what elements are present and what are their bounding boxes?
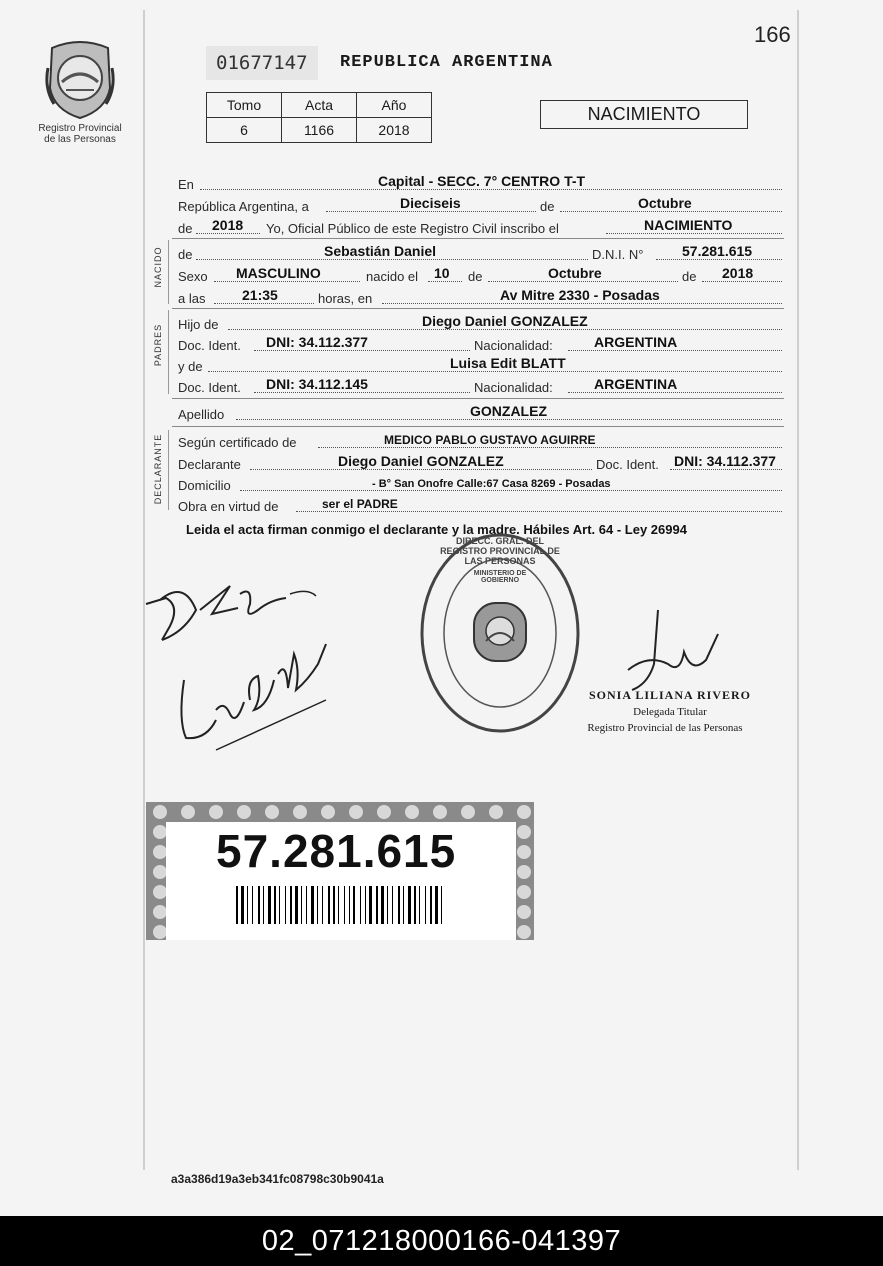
apellido-dots (236, 419, 782, 420)
sexo-dots (214, 281, 360, 282)
certificado-dots (318, 447, 782, 448)
barcode-bar (414, 886, 416, 924)
declarante-doc-label: Doc. Ident. (596, 457, 659, 472)
barcode-bar (353, 886, 355, 924)
place-value: Av Mitre 2330 - Posadas (500, 287, 660, 303)
barcode-bar (430, 886, 432, 924)
republic-heading: REPUBLICA ARGENTINA (340, 53, 553, 72)
barcode-bar (419, 886, 420, 924)
mother-doc-value: DNI: 34.112.145 (266, 376, 368, 392)
barcode-bar (247, 886, 248, 924)
en-label: En (178, 177, 194, 192)
mother-dots (208, 371, 782, 372)
obra-dots (296, 511, 782, 512)
birth-year-value: 2018 (722, 265, 754, 281)
anio-header: Año (357, 93, 432, 118)
declarante-dots (250, 469, 592, 470)
row-father-doc (178, 333, 782, 353)
birth-de2-label: de (682, 269, 697, 284)
serial-number: 01677147 (206, 46, 318, 80)
birth-de-label: de (468, 269, 483, 284)
sexo-value: MASCULINO (236, 265, 321, 281)
father-nationality-value: ARGENTINA (594, 334, 678, 350)
section-divider-declarante-top (172, 426, 784, 427)
stamp-inner-text: MINISTERIO DE GOBIERNO (473, 570, 527, 584)
father-dots (228, 329, 782, 330)
inscribo-dots (606, 233, 782, 234)
alas-label: a las (178, 291, 206, 306)
barcode-bar (333, 886, 335, 924)
closing-statement: Leida el acta firman conmigo el declarante y la madre. Hábiles Art. 64 - Ley 26994 (186, 522, 687, 537)
barcode-bar (295, 886, 298, 924)
row-declarante (178, 452, 782, 472)
republica-label: República Argentina, a (178, 199, 309, 214)
yde-label: y de (178, 359, 203, 374)
declarante-value: Diego Daniel GONZALEZ (338, 453, 504, 469)
tomo-value: 6 (207, 118, 282, 143)
certificado-label: Según certificado de (178, 435, 297, 450)
day-de-label: de (540, 199, 555, 214)
year-dots (196, 233, 260, 234)
row-hijo (178, 312, 782, 332)
tomo-acta-table (206, 92, 432, 143)
record-type-box: NACIMIENTO (540, 100, 748, 129)
official-stamp (418, 530, 582, 736)
year-value: 2018 (212, 217, 244, 233)
document-hash: a3a386d19a3eb341fc08798c30b9041a (171, 1172, 384, 1186)
certificado-value: MEDICO PABLO GUSTAVO AGUIRRE (384, 433, 596, 447)
apellido-value: GONZALEZ (470, 403, 547, 419)
day-dots (326, 211, 536, 212)
declarante-doc-dots (670, 469, 782, 470)
barcode-bar (306, 886, 307, 924)
birth-month-value: Octubre (548, 265, 602, 281)
hijo-label: Hijo de (178, 317, 219, 332)
stamp-ring-text: DIRECC. GRAL. DEL REGISTRO PROVINCIAL DE LAS PERSONAS (440, 536, 560, 566)
barcode-bar (387, 886, 388, 924)
mother-name-value: Luisa Edit BLATT (450, 355, 566, 371)
barcode-bar (328, 886, 330, 924)
barcode-bar (241, 886, 244, 924)
id-number: 57.281.615 (216, 825, 457, 877)
place-dots (382, 303, 782, 304)
section-divider-apellido-top (172, 398, 784, 399)
barcode-bar (317, 886, 318, 924)
anio-value: 2018 (357, 118, 432, 143)
barcode-bar (311, 886, 314, 924)
year-de-label: de (178, 221, 193, 236)
barcode-bar (369, 886, 372, 924)
row-apellido (178, 402, 782, 422)
barcode-bar (274, 886, 276, 924)
row-certificado (178, 430, 782, 450)
father-signature (140, 570, 320, 646)
declarante-label: Declarante (178, 457, 241, 472)
barcode-bar (236, 886, 238, 924)
mother-nationality-value: ARGENTINA (594, 376, 678, 392)
row-nacido-name (178, 242, 782, 262)
domicilio-value: - B° San Onofre Calle:67 Casa 8269 - Posadas (372, 478, 611, 490)
birth-day-value: 10 (434, 265, 450, 281)
mother-nac-label: Nacionalidad: (474, 380, 553, 395)
barcode-bar (263, 886, 264, 924)
barcode-graphic (236, 886, 446, 924)
time-value: 21:35 (242, 287, 278, 303)
day-value: Dieciseis (400, 195, 461, 211)
official-signature (618, 604, 728, 694)
barcode-bar (268, 886, 271, 924)
row-republica (178, 194, 782, 214)
mother-doc-dots (254, 392, 470, 393)
barcode-bar (290, 886, 292, 924)
logo-caption-line2: de las Personas (44, 134, 116, 145)
barcode-bar (425, 886, 426, 924)
row-mother-doc (178, 375, 782, 395)
row-domicilio (178, 473, 782, 493)
domicilio-label: Domicilio (178, 478, 231, 493)
oficial-text: Yo, Oficial Público de este Registro Civil inscribo el (266, 221, 559, 236)
birth-year-dots (702, 281, 782, 282)
row-obra (178, 494, 782, 514)
obra-label: Obra en virtud de (178, 499, 279, 514)
barcode-bar (360, 886, 361, 924)
inscribo-value: NACIMIENTO (644, 217, 733, 233)
barcode-bar (398, 886, 400, 924)
padres-side-label: PADRES (153, 323, 163, 367)
right-margin-line (797, 10, 799, 1170)
barcode-bar (322, 886, 323, 924)
section-divider-padres-top (172, 308, 784, 309)
declarante-side-line (168, 430, 169, 510)
acta-header: Acta (282, 93, 357, 118)
child-dni-value: 57.281.615 (682, 243, 753, 259)
father-doc-label: Doc. Ident. (178, 338, 241, 353)
barcode-bar (285, 886, 286, 924)
barcode-bar (365, 886, 366, 924)
name-dots (196, 259, 588, 260)
time-dots (214, 303, 314, 304)
barcode-bar (403, 886, 404, 924)
father-nac-label: Nacionalidad: (474, 338, 553, 353)
acta-value: 1166 (282, 118, 357, 143)
row-mother (178, 354, 782, 374)
official-name: SONIA LILIANA RIVERO (588, 688, 752, 702)
row-hora (178, 286, 782, 306)
horas-label: horas, en (318, 291, 373, 306)
child-name-value: Sebastián Daniel (324, 243, 437, 259)
barcode-bar (376, 886, 378, 924)
en-dots (200, 189, 782, 190)
padres-side-line (168, 310, 169, 394)
barcode-bar (435, 886, 438, 924)
father-name-value: Diego Daniel GONZALEZ (422, 313, 588, 329)
provincial-seal-logo (44, 38, 116, 120)
row-sexo (178, 264, 782, 284)
nacido-side-label: NACIDO (153, 246, 163, 288)
father-nat-dots (568, 350, 782, 351)
logo-caption-line1: Registro Provincial (38, 123, 122, 134)
barcode-bar (344, 886, 345, 924)
barcode-bar (381, 886, 384, 924)
section-divider-nacido-top (172, 238, 784, 239)
barcode-bar (349, 886, 350, 924)
mother-doc-label: Doc. Ident. (178, 380, 241, 395)
father-doc-value: DNI: 34.112.377 (266, 334, 368, 350)
barcode-bar (301, 886, 302, 924)
nacido-side-line (168, 240, 169, 304)
official-title: Delegada Titular (633, 706, 707, 718)
domicilio-dots (240, 490, 782, 491)
barcode-bar (441, 886, 442, 924)
dni-dots (656, 259, 782, 260)
en-value: Capital - SECC. 7° CENTRO T-T (378, 173, 586, 189)
month-dots (560, 211, 782, 212)
barcode-bar (338, 886, 339, 924)
obra-value: ser el PADRE (322, 497, 398, 511)
logo-caption (20, 123, 140, 145)
nacido-el-label: nacido el (366, 269, 419, 284)
footer-code: 02_071218000166-041397 (0, 1216, 883, 1266)
barcode-bar (258, 886, 260, 924)
page-number: 166 (754, 22, 791, 47)
birth-day-dots (428, 281, 462, 282)
barcode-bar (279, 886, 280, 924)
mother-signature (176, 640, 336, 752)
barcode-bar (392, 886, 393, 924)
father-doc-dots (254, 350, 470, 351)
id-barcode-label (146, 802, 534, 940)
official-office: Registro Provincial de las Personas (587, 722, 743, 734)
barcode-bar (252, 886, 253, 924)
apellido-label: Apellido (178, 407, 225, 422)
declarante-doc-value: DNI: 34.112.377 (674, 453, 776, 469)
sexo-label: Sexo (178, 269, 208, 284)
tomo-header: Tomo (207, 93, 282, 118)
month-value: Octubre (638, 195, 692, 211)
barcode-bar (408, 886, 411, 924)
dni-label: D.N.I. N° (592, 247, 644, 262)
mother-nat-dots (568, 392, 782, 393)
row-oficial (178, 216, 782, 236)
row-en (178, 172, 782, 192)
declarante-side-label: DECLARANTE (153, 433, 163, 505)
name-de-label: de (178, 247, 193, 262)
birth-month-dots (488, 281, 678, 282)
